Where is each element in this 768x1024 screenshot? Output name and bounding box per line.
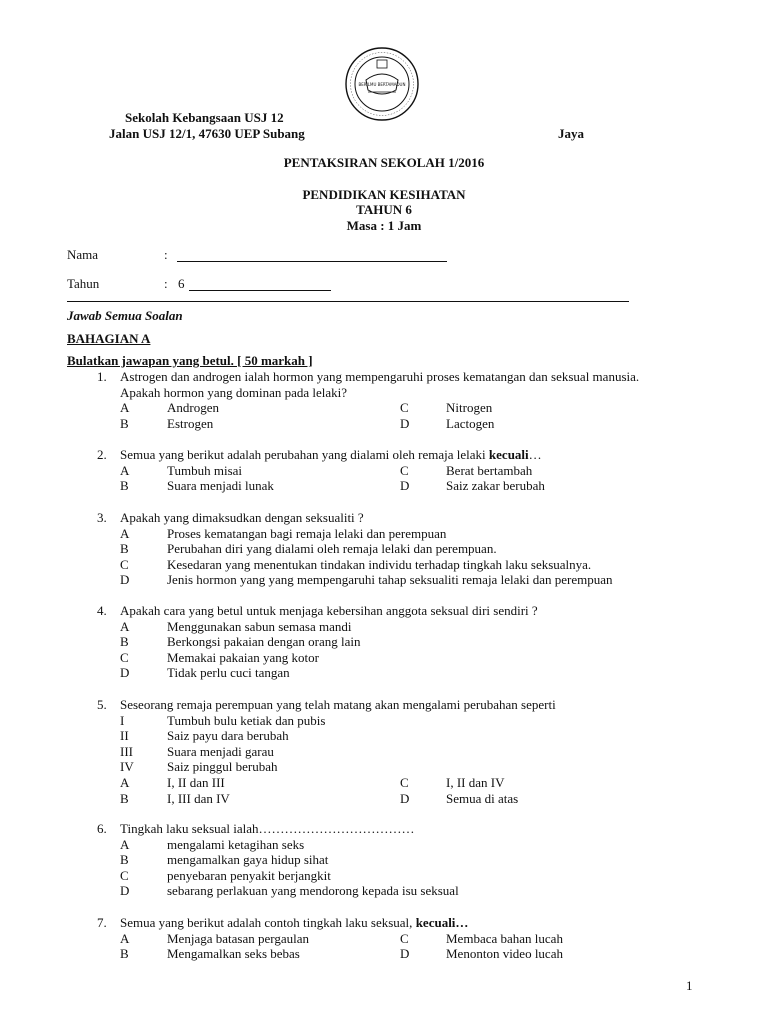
page-number: 1	[686, 978, 693, 993]
answer-option-label: B	[120, 541, 129, 557]
option-row	[97, 791, 717, 807]
answer-option-text[interactable]: Saiz zakar berubah	[446, 478, 545, 494]
option-row	[97, 478, 717, 494]
answer-option-label[interactable]: B	[120, 790, 129, 806]
answer-option-label[interactable]: C	[400, 774, 409, 790]
class-colon: :	[164, 276, 168, 291]
statement-item-text: Saiz pinggul berubah	[167, 759, 278, 775]
answer-option-text[interactable]: Nitrogen	[446, 400, 493, 416]
answer-option-text: mengalami ketagihan seks	[167, 836, 305, 852]
question-stem	[120, 697, 556, 713]
section-title: BAHAGIAN A	[67, 331, 151, 346]
question-stem-line	[97, 697, 717, 713]
answer-option-label[interactable]: A	[120, 930, 130, 946]
answer-option[interactable]	[97, 619, 717, 635]
exam-title: PENTAKSIRAN SEKOLAH 1/2016	[283, 155, 485, 170]
answer-option-text: Memakai pakaian yang kotor	[167, 649, 319, 665]
answer-option-text: Berkongsi pakaian dengan orang lain	[167, 634, 361, 650]
answer-option-label[interactable]: A	[120, 774, 130, 790]
answer-option-label[interactable]: B	[120, 478, 129, 494]
answer-option-label[interactable]: B	[120, 946, 129, 962]
answer-option-text[interactable]: Tumbuh misai	[167, 462, 243, 478]
exam-subject: PENDIDIKAN KESIHATAN	[302, 187, 466, 202]
answer-option-label: B	[120, 852, 129, 868]
answer-option-label[interactable]: A	[120, 462, 130, 478]
statement-item-text: Tumbuh bulu ketiak dan pubis	[167, 712, 326, 728]
question-4	[97, 603, 717, 681]
answer-option[interactable]	[97, 557, 717, 573]
question-stem-line	[97, 385, 717, 401]
class-value: 6	[178, 276, 185, 291]
statement-item-label: III	[120, 743, 133, 759]
class-blank-line[interactable]	[189, 290, 331, 291]
option-row	[97, 416, 717, 432]
header-divider	[67, 301, 629, 302]
answer-option-label[interactable]: D	[400, 415, 410, 431]
question-stem-line	[97, 510, 717, 526]
answer-option-label[interactable]: C	[400, 400, 409, 416]
question-stem	[120, 915, 468, 931]
stem-text: Tingkah laku seksual ialah………………………………	[120, 821, 415, 836]
answer-option[interactable]	[97, 837, 717, 853]
school-address-end: Jaya	[558, 126, 584, 141]
answer-option[interactable]	[97, 650, 717, 666]
answer-option-label: D	[120, 665, 130, 681]
stem-text: Apakah hormon yang dominan pada lelaki?	[120, 384, 348, 400]
question-stem	[120, 447, 542, 463]
answer-option-text: Proses kematangan bagi remaja lelaki dan perempuan	[167, 525, 447, 541]
name-colon: :	[164, 247, 168, 262]
answer-option-label: C	[120, 649, 129, 665]
question-stem	[120, 603, 538, 619]
question-2	[97, 447, 717, 494]
seal-motto: BERILMU BERTAMADUN	[358, 82, 406, 87]
answer-option[interactable]	[97, 883, 717, 899]
option-row	[97, 463, 717, 479]
question-stem-line	[97, 369, 717, 385]
question-stem-line	[97, 821, 717, 837]
question-number: 3.	[97, 510, 107, 525]
school-address: Jalan USJ 12/1, 47630 UEP Subang	[109, 126, 305, 141]
question-stem-line	[97, 447, 717, 463]
answer-option-label[interactable]: D	[400, 946, 410, 962]
answer-option[interactable]	[97, 634, 717, 650]
answer-option-text: Perubahan diri yang dialami oleh remaja lelaki dan perempuan.	[167, 541, 497, 557]
statement-item-label: I	[120, 712, 125, 728]
answer-option-text[interactable]: Androgen	[167, 400, 219, 416]
option-row	[97, 931, 717, 947]
stem-text: Seseorang remaja perempuan yang telah matang akan mengalami perubahan seperti	[120, 697, 556, 712]
answer-option[interactable]	[97, 868, 717, 884]
answer-option[interactable]	[97, 665, 717, 681]
circle-instruction: Bulatkan jawapan yang betul. [ 50 markah ]	[67, 353, 313, 368]
stem-emphasis: kecuali…	[415, 915, 469, 930]
answer-option-label: C	[120, 556, 129, 572]
name-blank-line[interactable]	[177, 261, 447, 262]
stem-text: Apakah cara yang betul untuk menjaga kebersihan anggota seksual diri sendiri ?	[120, 603, 538, 618]
answer-option-label[interactable]: D	[400, 790, 410, 806]
answer-option-label[interactable]: A	[120, 400, 130, 416]
answer-option-label[interactable]: B	[120, 415, 129, 431]
question-stem-line	[97, 603, 717, 619]
exam-year: TAHUN 6	[356, 202, 412, 217]
question-1	[97, 369, 717, 431]
answer-option-label: A	[120, 618, 130, 634]
answer-option-text[interactable]: Menjaga batasan pergaulan	[167, 930, 309, 946]
answer-option-label: D	[120, 572, 130, 588]
exam-duration: Masa : 1 Jam	[346, 218, 422, 233]
answer-option-text: Jenis hormon yang yang mempengaruhi tahap seksualiti remaja lelaki dan perempuan	[167, 572, 613, 588]
statement-item	[97, 713, 717, 729]
question-6	[97, 821, 717, 899]
answer-option-text: penyebaran penyakit berjangkit	[167, 867, 331, 883]
answer-option-text: mengamalkan gaya hidup sihat	[167, 852, 329, 868]
question-number: 1.	[97, 369, 107, 384]
answer-option-label: A	[120, 836, 130, 852]
answer-option-label: A	[120, 525, 130, 541]
question-number: 5.	[97, 697, 107, 712]
question-number: 6.	[97, 821, 107, 836]
answer-option-text[interactable]: Suara menjadi lunak	[167, 478, 274, 494]
answer-option-text[interactable]: I, II dan III	[167, 774, 225, 790]
answer-option-text: Kesedaran yang menentukan tindakan individu terhadap tingkah laku seksualnya.	[167, 556, 592, 572]
statement-item-label: II	[120, 728, 129, 744]
answer-option-text[interactable]: Lactogen	[446, 415, 495, 431]
answer-option-label[interactable]: D	[400, 478, 410, 494]
question-stem	[120, 510, 364, 526]
question-number: 2.	[97, 447, 107, 462]
question-7	[97, 915, 717, 962]
answer-option-text[interactable]: Berat bertambah	[446, 462, 533, 478]
answer-option-text[interactable]: Semua di atas	[446, 790, 519, 806]
answer-option-label: B	[120, 634, 129, 650]
answer-option-text[interactable]: I, II dan IV	[446, 774, 505, 790]
stem-suffix: …	[528, 447, 542, 462]
answer-option-text: Tidak perlu cuci tangan	[167, 665, 290, 681]
stem-text: Astrogen dan androgen ialah hormon yang mempengaruhi proses kematangan dan seksual manusia.	[120, 369, 640, 384]
answer-option-label: D	[120, 883, 130, 899]
question-number: 7.	[97, 915, 107, 930]
school-seal-logo	[344, 46, 420, 122]
stem-text: Semua yang berikut adalah contoh tingkah laku seksual,	[120, 915, 416, 930]
answer-option[interactable]	[97, 541, 717, 557]
answer-option-text: Menggunakan sabun semasa mandi	[167, 618, 352, 634]
question-3	[97, 510, 717, 588]
option-row	[97, 775, 717, 791]
answer-option[interactable]	[97, 852, 717, 868]
answer-option-text[interactable]: Estrogen	[167, 415, 214, 431]
answer-option-text[interactable]: Mengamalkan seks bebas	[167, 946, 300, 962]
option-row	[97, 946, 717, 962]
stem-emphasis: kecuali	[488, 447, 529, 462]
question-5	[97, 697, 717, 806]
answer-all-instruction: Jawab Semua Soalan	[67, 308, 183, 323]
question-stem	[120, 821, 415, 837]
stem-text: Apakah yang dimaksudkan dengan seksualiti ?	[120, 510, 364, 525]
answer-option[interactable]	[97, 572, 717, 588]
statement-item-text: Saiz payu dara berubah	[167, 728, 289, 744]
answer-option-label: C	[120, 867, 129, 883]
school-name: Sekolah Kebangsaan USJ 12	[125, 110, 284, 125]
question-stem	[120, 369, 639, 385]
answer-option[interactable]	[97, 526, 717, 542]
question-stem-line	[97, 915, 717, 931]
class-label: Tahun	[67, 276, 100, 291]
statement-item-label: IV	[120, 759, 134, 775]
statement-item-text: Suara menjadi garau	[167, 743, 274, 759]
statement-item	[97, 744, 717, 760]
answer-option-text[interactable]: Menonton video lucah	[446, 946, 563, 962]
answer-option-text[interactable]: Membaca bahan lucah	[446, 930, 563, 946]
statement-item	[97, 759, 717, 775]
statement-item	[97, 728, 717, 744]
stem-text: Semua yang berikut adalah perubahan yang dialami oleh remaja lelaki	[120, 447, 489, 462]
question-stem	[120, 385, 347, 401]
question-number: 4.	[97, 603, 107, 618]
answer-option-text: sebarang perlakuan yang mendorong kepada isu seksual	[167, 883, 459, 899]
answer-option-text[interactable]: I, III dan IV	[167, 790, 230, 806]
answer-option-label[interactable]: C	[400, 930, 409, 946]
option-row	[97, 400, 717, 416]
answer-option-label[interactable]: C	[400, 462, 409, 478]
name-label: Nama	[67, 247, 99, 262]
